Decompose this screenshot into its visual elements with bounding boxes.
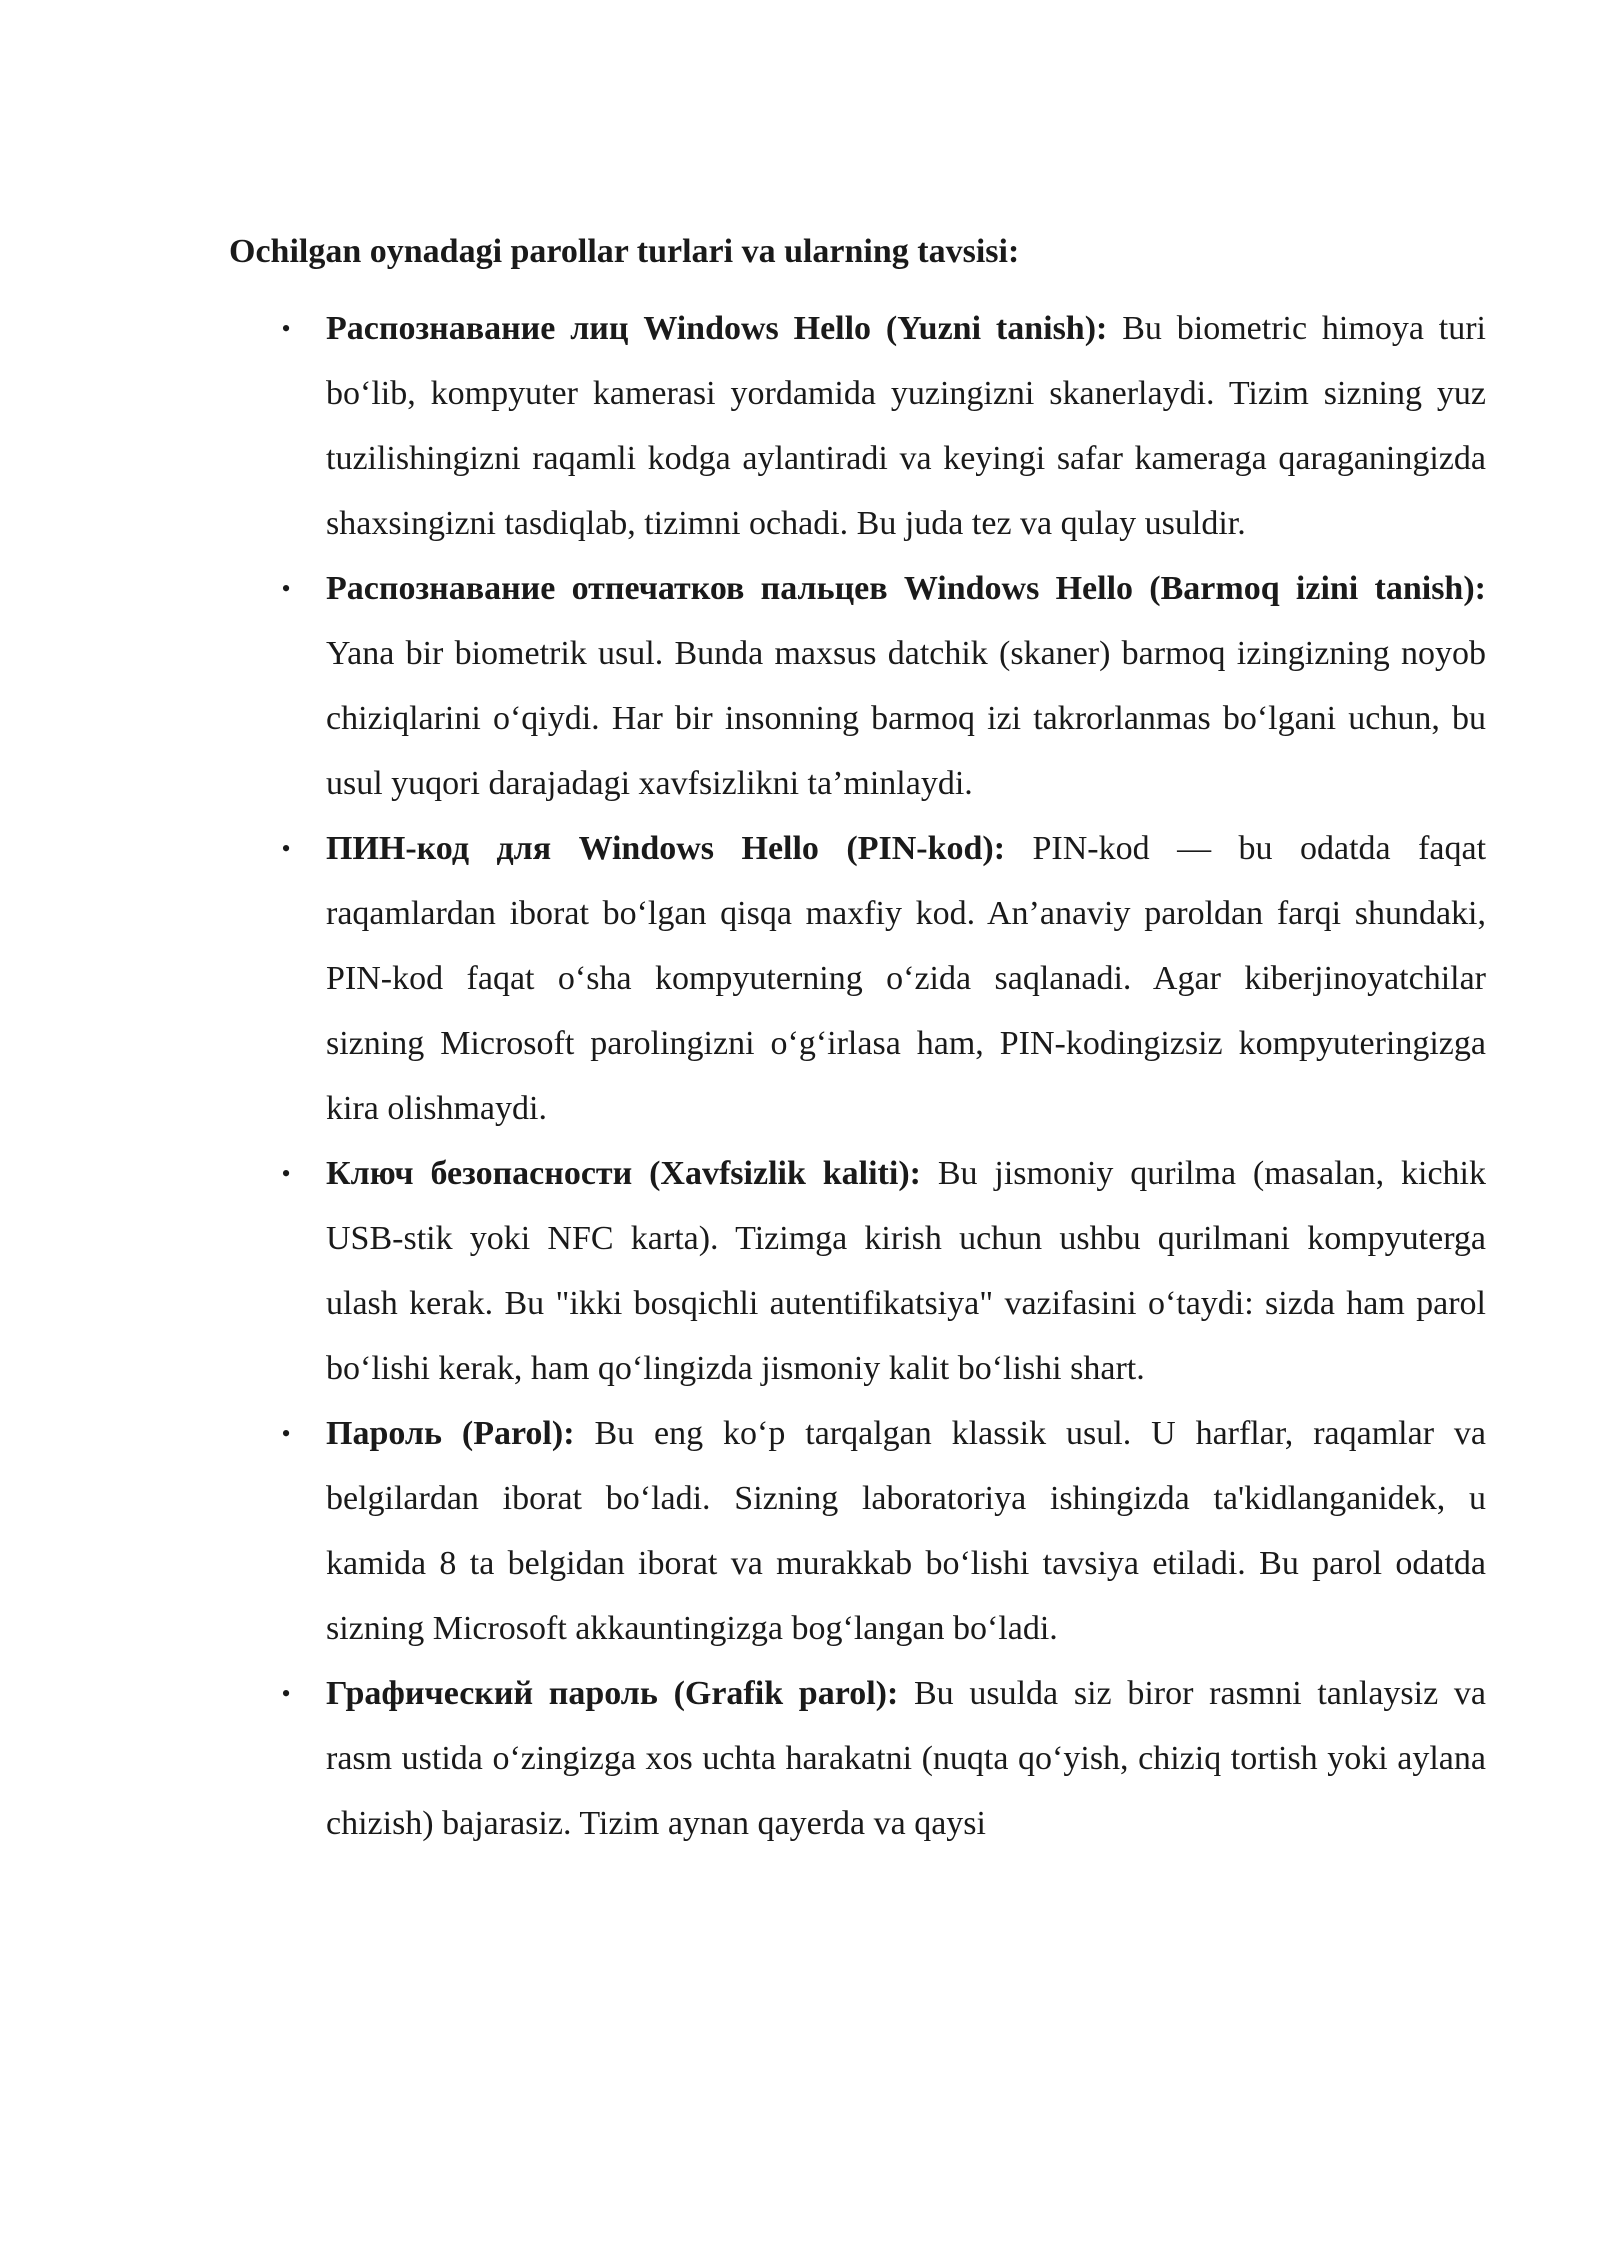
item-description: PIN-kod — bu odatda faqat raqamlardan iborat bo‘lgan qisqa maxfiy kod. An’anaviy paroldan farqi shundaki, PIN-kod faqat o‘sha kompyuterning o‘zida saqlanadi. Agar kiberjinoyatchilar sizning Microsoft parolingizni o‘g‘irlasa ham, PIN-kodingizsiz kompyuteringizga kira olishmaydi. [326,830,1487,1127]
bullet-icon: • [281,574,291,603]
item-description: Bu biometric himoya turi bo‘lib, kompyuter kamerasi yordamida yuzingizni skanerlaydi. Tizim sizning yuz tuzilishingizni raqamli kodga aylantiradi va keyingi safar kameraga qaraganingizda shaxsingizni tasdiqlab, tizimni ochadi. Bu juda tez va qulay usuldir. [326,310,1486,542]
item-description: Bu usulda siz biror rasmni tanlaysiz va rasm ustida o‘zingizga xos uchta harakatni (nuqta qo‘yish, chiziq tortish yoki aylana chizish) bajarasiz. Tizim aynan qayerda va qaysi [326,1675,1486,1842]
list-item-password [281,1401,1487,1661]
bullet-icon: • [281,1419,291,1448]
list-item-security-key [281,1141,1486,1401]
item-term: Распознавание лиц Windows Hello (Yuzni tanish): [326,310,1108,347]
item-term: ПИН-код для Windows Hello (PIN-kod): [326,830,1006,867]
bullet-icon: • [281,314,291,343]
item-description: Yana bir biometrik usul. Bunda maxsus datchik (skaner) barmoq izingizning noyob chiziqlarini o‘qiydi. Har bir insonning barmoq izi takrorlanmas bo‘lgani uchun, bu usul yuqori darajadagi xavfsizlikni ta’minlaydi. [326,635,1486,802]
item-term: Графический пароль (Grafik parol): [326,1675,899,1712]
document-heading: Ochilgan oynadagi parollar turlari va ularning tavsisi: [229,233,1020,270]
list-item-pin-code [281,816,1487,1141]
list-item-face-recognition [281,296,1486,556]
item-description: Bu jismoniy qurilma (masalan, kichik USB-stik yoki NFC karta). Tizimga kirish uchun ushbu qurilmani kompyuterga ulash kerak. Bu "ikki bosqichli autentifikatsiya" vazifasini o‘taydi: sizda ham parol bo‘lishi kerak, ham qo‘lingizda jismoniy kalit bo‘lishi shart. [326,1155,1486,1387]
bullet-icon: • [281,834,291,863]
list-item-picture-password [281,1661,1486,1856]
bullet-icon: • [281,1679,291,1708]
bullet-icon: • [281,1159,291,1188]
item-term: Ключ безопасности (Xavfsizlik kaliti): [326,1155,921,1192]
item-term: Распознавание отпечатков пальцев Windows Hello (Barmoq izini tanish): [326,570,1486,607]
list-item-fingerprint [281,556,1486,816]
item-term: Пароль (Parol): [326,1415,575,1452]
item-description: Bu eng ko‘p tarqalgan klassik usul. U harflar, raqamlar va belgilardan iborat bo‘ladi. Sizning laboratoriya ishingizda ta'kidlanganidek, u kamida 8 ta belgidan iborat va murakkab bo‘lishi tavsiya etiladi. Bu parol odatda sizning Microsoft akkauntingizga bog‘langan bo‘ladi. [326,1415,1487,1647]
password-types-list [281,296,1487,1856]
